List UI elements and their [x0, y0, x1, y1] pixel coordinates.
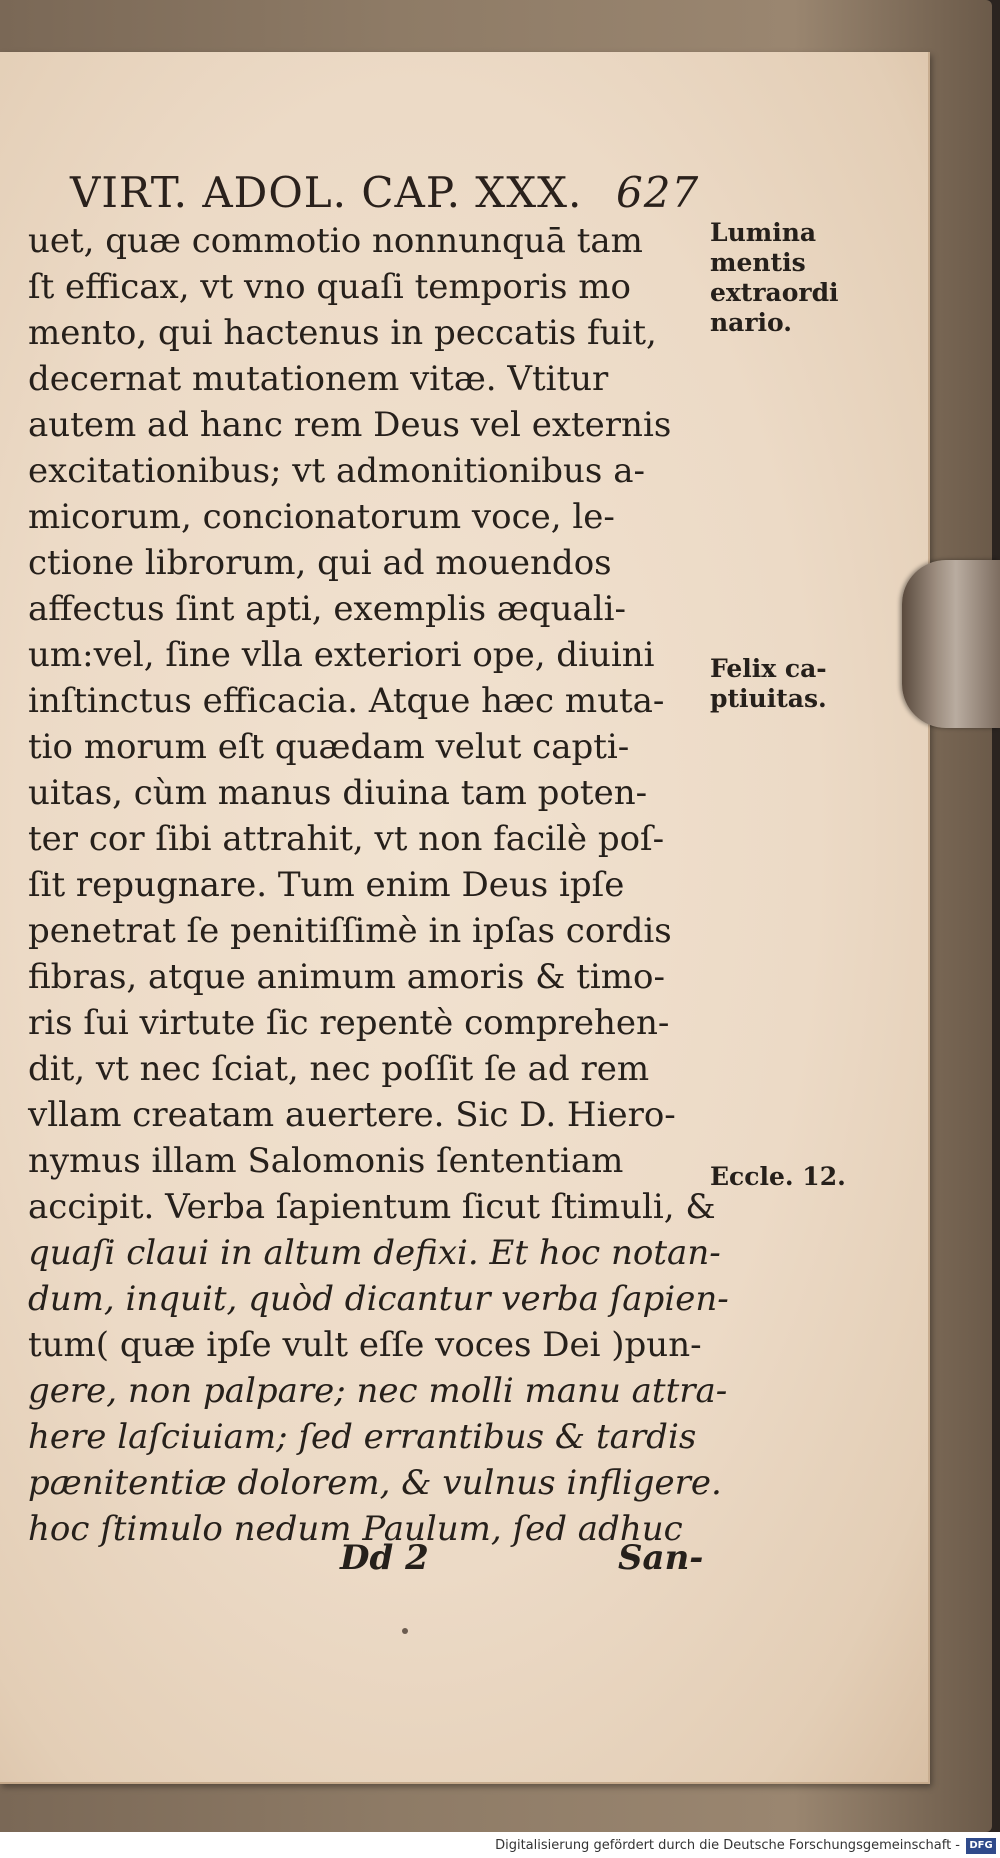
signature-mark: Dd 2	[340, 1538, 429, 1578]
catchword: San-	[618, 1538, 704, 1578]
digitization-credit: Digitalisierung gefördert durch die Deutsche Forschungsgemeinschaft -	[495, 1838, 960, 1853]
page-number: 627	[616, 168, 700, 217]
text-line: pænitentiæ dolorem, & vulnus infligere.	[28, 1463, 722, 1503]
text-line: dit, vt nec ſciat, nec poſſit ſe ad rem	[28, 1049, 650, 1089]
text-line: decernat mutationem vitæ. Vtitur	[28, 359, 609, 399]
text-line: affectus ſint apti, exemplis æquali-	[28, 589, 626, 629]
text-line: gere, non palpare; nec molli manu attra-	[28, 1371, 728, 1411]
text-lines	[28, 218, 729, 1552]
text-line: accipit. Verba ſapientum ſicut ſtimuli, &	[28, 1187, 716, 1227]
text-line: ſit repugnare. Tum enim Deus ipſe	[28, 865, 625, 905]
body-text	[28, 218, 846, 1552]
margin-note-line: mentis	[710, 248, 806, 277]
page-speck	[402, 1628, 408, 1634]
margin-note-line: Eccle. 12.	[710, 1162, 846, 1191]
text-line: tum( quæ ipſe vult eſſe voces Dei )pun-	[28, 1325, 702, 1365]
text-line: nymus illam Salomonis ſententiam	[28, 1141, 624, 1181]
margin-note-line: Lumina	[710, 218, 817, 247]
margin-note-lumina	[710, 218, 839, 338]
text-line: uet, quæ commotio nonnunquā tam	[28, 221, 643, 261]
text-line: uitas, cùm manus diuina tam poten-	[28, 773, 648, 813]
text-line: ris ſui virtute ſic repentè comprehen-	[28, 1003, 670, 1043]
text-line: autem ad hanc rem Deus vel externis	[28, 405, 672, 445]
margin-note-felix	[710, 654, 827, 714]
text-line: ctione librorum, qui ad mouendos	[28, 543, 612, 583]
credit-bar	[0, 1832, 1000, 1858]
text-line: um:vel, ſine vlla exteriori ope, diuini	[28, 635, 655, 675]
page-footer	[0, 1538, 704, 1588]
margin-note-line: ptiuitas.	[710, 684, 827, 713]
text-line: ter cor ſibi attrahit, vt non facilè poſ-	[28, 819, 665, 859]
running-title: VIRT. ADOL. CAP. XXX.	[70, 168, 583, 217]
margin-note-eccle	[710, 1162, 846, 1192]
text-line: inſtinctus efficacia. Atque hæc muta-	[28, 681, 665, 721]
margin-note-line: Felix ca-	[710, 654, 827, 683]
dfg-logo: DFG	[966, 1838, 996, 1854]
text-line: micorum, concionatorum voce, le-	[28, 497, 615, 537]
text-line: mento, qui hactenus in peccatis fuit,	[28, 313, 657, 353]
text-line: tio morum eſt quædam velut capti-	[28, 727, 630, 767]
text-line: hoc ſtimulo nedum Paulum, ſed adhuc	[28, 1509, 683, 1549]
margin-note-line: nario.	[710, 308, 792, 337]
text-line: penetrat ſe penitiſſimè in ipſas cordis	[28, 911, 672, 951]
text-line: quaſi claui in altum defixi. Et hoc notan-	[28, 1233, 721, 1273]
text-line: vllam creatam auertere. Sic D. Hiero-	[28, 1095, 676, 1135]
book-clasp	[902, 560, 1000, 728]
margin-note-line: extraordi	[710, 278, 839, 307]
text-line: fibras, atque animum amoris & timo-	[28, 957, 665, 997]
text-line: ſt efficax, vt vno quaſi temporis mo	[28, 267, 631, 307]
text-line: excitationibus; vt admonitionibus a-	[28, 451, 645, 491]
text-line: dum, inquit, quòd dicantur verba ſapien-	[28, 1279, 729, 1319]
text-line: here laſciuiam; ſed errantibus & tardis	[28, 1417, 697, 1457]
running-header	[70, 168, 700, 220]
